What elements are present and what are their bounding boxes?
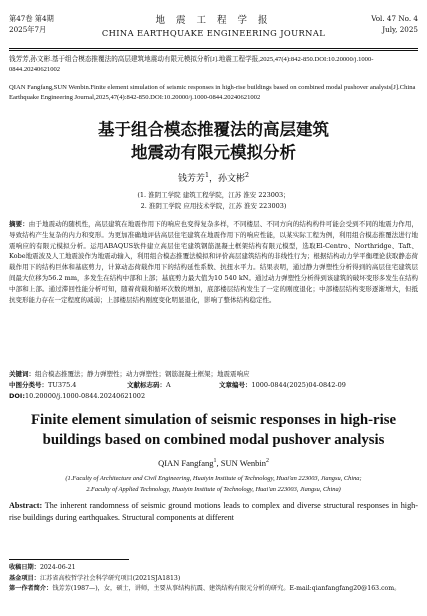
abstract-cn [9, 219, 418, 305]
header-center [0, 12, 427, 38]
abstract-en-text: The inherent randomness of seismic ground motions leads to complex and diverse structural responses in high-rise buildings during earthquakes. Structural components at different [9, 501, 418, 522]
affiliations-cn [0, 190, 427, 211]
author-2-en: SUN Wenbin [220, 458, 266, 468]
affiliation-cn-2: 2. 淮阴工学院 应用技术学院，江苏 淮安 223003) [140, 201, 287, 210]
abstract-en-label: Abstract: [9, 501, 43, 510]
author-2-affil-mark: 2 [245, 172, 250, 179]
author-1-en: QIAN Fangfang [158, 458, 214, 468]
footnote-fund: 基金项目：江苏省高校哲学社会科学研究项目(2021SJA1813) [9, 574, 181, 582]
header-rule-thin [9, 50, 418, 51]
keywords-cn-text: 组合模态推覆法；静力弹塑性；动力弹塑性；钢筋混凝土框架；地震震响应 [35, 370, 250, 378]
header-right [371, 13, 418, 35]
article-number: 文章编号：1000-0844(2025)04-0842-09 [219, 381, 346, 389]
author-separator: ， [208, 174, 218, 184]
affiliations-en [0, 474, 427, 495]
doi: DOI:10.20000/j.1000-0844.20240621002 [9, 392, 146, 400]
title-cn [0, 118, 427, 164]
authors-en [0, 458, 427, 468]
footnote-first-author: 第一作者简介：钱芳芳(1987—)，女，硕士，讲师，主要从事结构抗震、建筑结构有限元分析的研究。E-mail:qianfangfang20@163.com。 [9, 585, 401, 592]
journal-name-cn: 地 震 工 程 学 报 [155, 15, 272, 26]
header-rule-thick [9, 48, 418, 49]
abstract-en [9, 500, 418, 524]
keywords-cn [9, 369, 418, 378]
authors-cn [0, 171, 427, 184]
title-en [0, 410, 427, 450]
abstract-cn-label: 摘要： [9, 220, 29, 228]
journal-name-en: CHINA EARTHQUAKE ENGINEERING JOURNAL [101, 28, 326, 38]
author-1-cn: 钱芳芳 [177, 174, 205, 184]
title-cn-line2: 地震动有限元模拟分析 [131, 143, 296, 162]
citation-cn: 钱芳芳,孙文彬.基于组合模态推覆法的高层建筑地震动有限元模拟分析[J].地震工程学报,2025,47(4):842-850.DOI:10.20000/j.1000-0844.20240621002 [9, 56, 374, 73]
volume-issue-cn: 第47卷 第4期 [9, 14, 54, 23]
author-2-en-affil-mark: 2 [265, 458, 269, 465]
abstract-cn-text: 由于地震动的随机性，高层建筑在地震作用下的响应也变得复杂多样，不同楼层、不同方向的结构构件可能会受到不同的地震力作用，导致结构产生复杂的内力和变形。为更加准确地评估高层住宅建筑在地震作用下的响应性能，以某实际工程为例，利用组合模态推覆法进行地震响应的有限元模拟分析。运用ABAQUS软件建立高层住宅建筑钢筋混凝土框架结构有限元模型，选取El-Centro、Northridge、Taft、Kobe地震波及人工地震波作为地震动输入，利用组合模态推覆法模拟和评价高层建筑结构的非线性行为；根据结构动力学平衡理论获取静态荷载作用下的结构巨体和基底剪力，计算动态荷载作用下的结构延性系数、抗扭水平力。结果表明，通过静力弹塑性分析得到的高层住宅建筑层间最大位移为56.2 mm，多发生在结构中部和上部；基底剪力最大值为10 540 kN。通过动力弹塑性分析得到该建筑的破坏变形多发生在结构中部和上部。通过滞回性能分析可知，随着荷载和循环次数的增加，底部楼层结构发生了一定的刚度退化；中部楼层结构变形逐渐增大，但抵抗变形能力存在一定程度的减弱；上部楼层结构刚度变化明显退化，影响了整体结构稳定性。 [9, 220, 419, 304]
footnote-rule [9, 559, 129, 560]
author-en-separator: , [216, 458, 221, 468]
affiliation-en-1: (1.Faculty of Architecture and Civil Engineering, Huaiyin Institute of Technology, Huai'an 223003, Jiangsu, China; [65, 475, 362, 482]
volume-issue-en: Vol. 47 No. 4 [371, 14, 418, 23]
author-1-en-affil-mark: 1 [213, 458, 217, 465]
citation-en: QIAN Fangfang,SUN Wenbin.Finite element simulation of seismic responses in high-rise buildings based on combined modal pushover analysis[J].China Earthquake Engineering Journal,2025,47(4):842-850.DOI:10.20000/j.1000-0844.20240621002 [9, 84, 416, 101]
footnote-received: 收稿日期：2024-06-21 [9, 564, 76, 571]
author-1-affil-mark: 1 [204, 172, 209, 179]
title-en-line2: buildings based on combined modal pushover analysis [42, 432, 385, 448]
author-2-cn: 孙文彬 [218, 174, 246, 184]
classification-block [9, 380, 418, 402]
title-cn-line1: 基于组合模态推覆法的高层建筑 [98, 120, 329, 139]
document-code: 文献标志码：A [127, 381, 171, 389]
title-en-line1: Finite element simulation of seismic responses in high-rise [30, 412, 397, 428]
affiliation-cn-1: (1. 淮阴工学院 建筑工程学院，江苏 淮安 223003； [137, 191, 290, 199]
footnotes [9, 563, 418, 595]
keywords-cn-label: 关键词： [9, 370, 35, 378]
clc-number: 中图分类号：TU375.4 [9, 381, 77, 389]
affiliation-en-2: 2.Faculty of Applied Technology, Huaiyin Institute of Technology, Huai'an 223003, Jiangsu, China) [86, 485, 341, 493]
page-header [0, 0, 427, 52]
date-en: July, 2025 [382, 25, 418, 34]
date-cn: 2025年7月 [9, 25, 47, 34]
